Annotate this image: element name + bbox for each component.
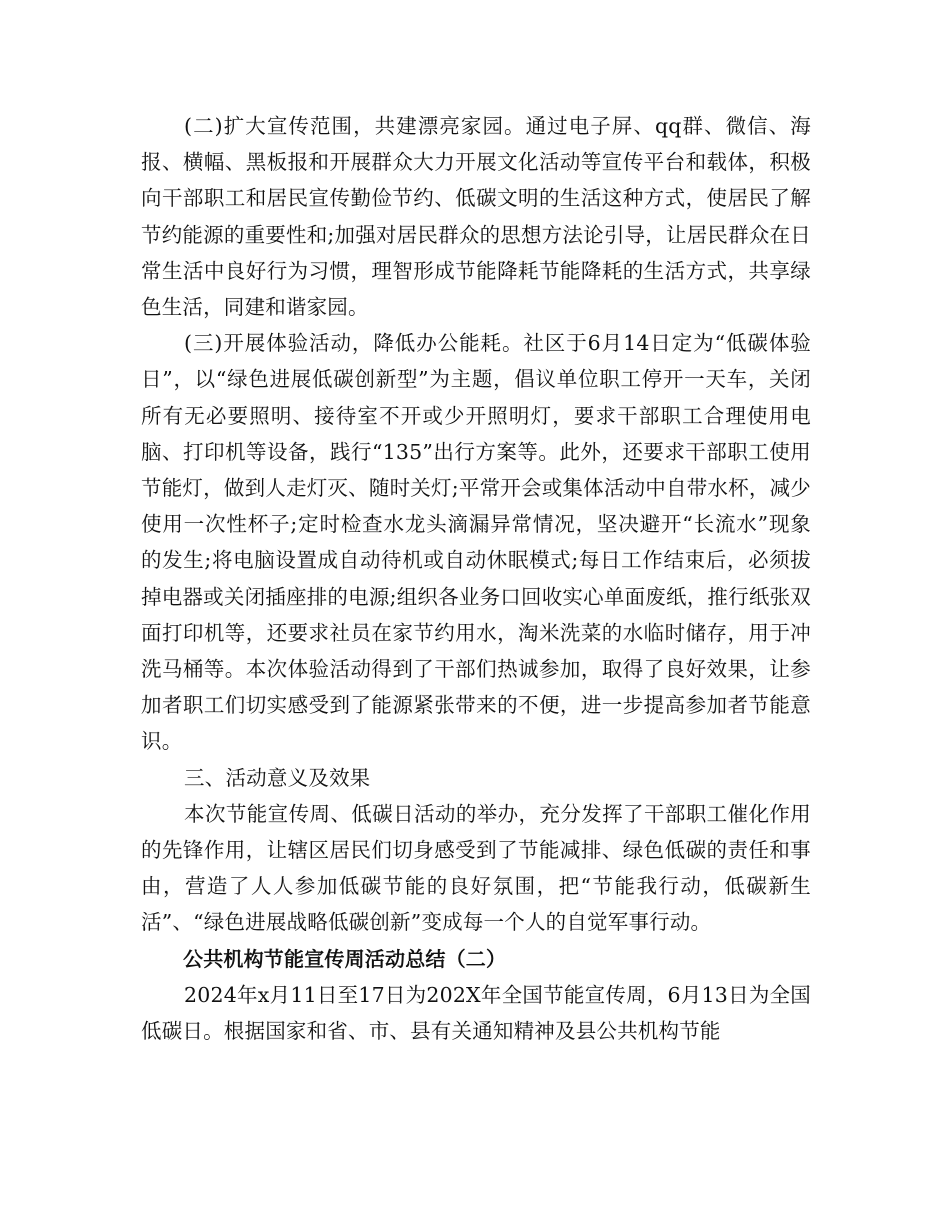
paragraph-energy-week-intro: 2024年x月11日至17日为202X年全国节能宣传周，6月13日为全国低碳日。根据国家和省、市、县有关通知精神及县公共机构节能 <box>141 982 811 1044</box>
paragraph-publicity-scope: (二)扩大宣传范围，共建漂亮家园。通过电子屏、qq群、微信、海报、横幅、黑板报和开展群众大力开展文化活动等宣传平台和载体，积极向干部职工和居民宣传勤俭节约、低碳文明的生活这种方式，使居民了解节约能源的重要性和;加强对居民群众的思想方法论引导，让居民群众在日常生活中良好行为习惯，理智形成节能降耗节能降耗的生活方式，共享绿色生活，同建和谐家园。 <box>141 114 811 320</box>
article-title-part-two: 公共机构节能宣传周活动总结（二） <box>183 946 507 971</box>
document-body <box>141 108 811 1049</box>
section-heading-significance: 三、活动意义及效果 <box>184 765 371 790</box>
paragraph-significance-effect: 本次节能宣传周、低碳日活动的举办，充分发挥了干部职工催化作用的先锋作用，让辖区居民们切身感受到了节能减排、绿色低碳的责任和事由，营造了人人参加低碳节能的良好氛围，把“节能我行动，低碳新生活”、“绿色进展战略低碳创新”变成每一个人的自觉军事行动。 <box>141 801 811 935</box>
paragraph-experience-activity: (三)开展体验活动，降低办公能耗。社区于6月14日定为“低碳体验日”，以“绿色进展低碳创新型”为主题，倡议单位职工停开一天车，关闭所有无必要照明、接待室不开或少开照明灯，要求干部职工合理使用电脑、打印机等设备，践行“135”出行方案等。此外，还要求干部职工使用节能灯，做到人走灯灭、随时关灯;平常开会或集体活动中自带水杯，减少使用一次性杯子;定时检查水龙头滴漏异常情况，坚决避开“长流水”现象的发生;将电脑设置成自动待机或自动休眠模式;每日工作结束后，必须拔掉电器或关闭插座排的电源;组织各业务口回收实心单面废纸，推行纸张双面打印机等，还要求社员在家节约用水，淘米洗菜的水临时储存，用于冲洗马桶等。本次体验活动得到了干部们热诚参加，取得了良好效果，让参加者职工们切实感受到了能源紧张带来的不便，进一步提高参加者节能意识。 <box>141 331 811 754</box>
